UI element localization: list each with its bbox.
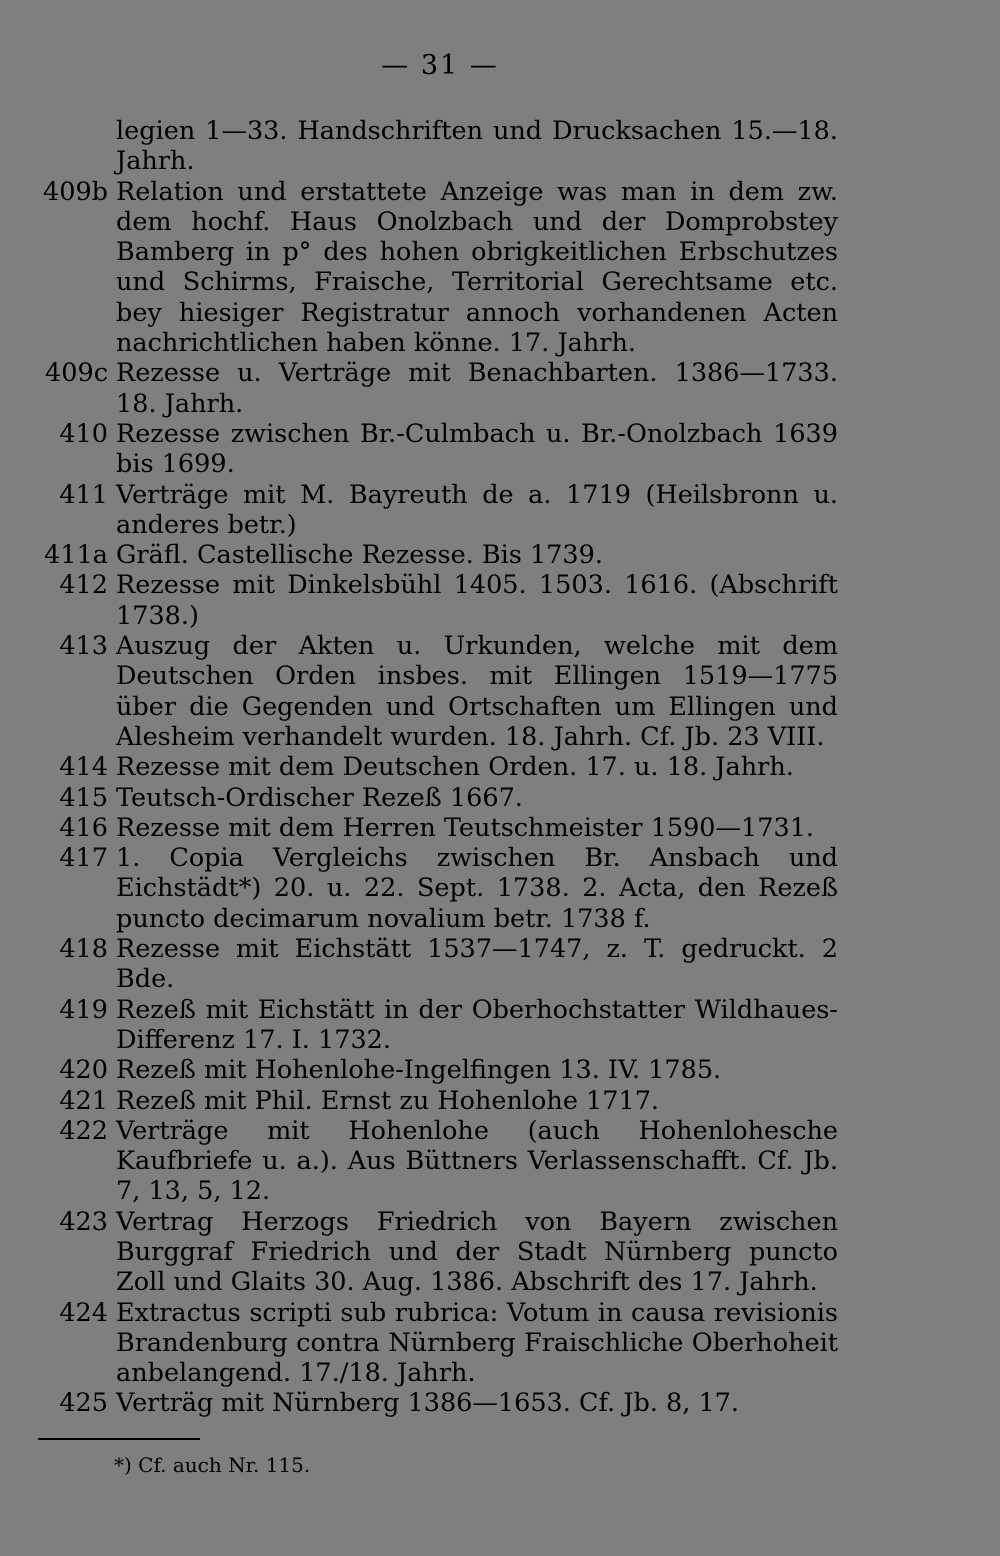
entry-continuation xyxy=(36,116,838,177)
entry-text: Teutsch-Ordischer Rezeß 1667. xyxy=(116,782,523,813)
entry-409b xyxy=(36,177,838,359)
entry-text: Relation und erstattete Anzeige was man in dem zw. dem hochf. Haus Onolzbach und der Domprobstey Bamberg in p° des hohen obrigkeitlichen Erbschutzes und Schirms, Fraische, Territorial Gerechtsame etc. bey hiesiger Registratur annoch vorhandenen Acten nachrichtlichen haben könne. 17. Jahrh. xyxy=(116,176,838,359)
entry-411a xyxy=(36,540,838,570)
entry-number: 409c xyxy=(45,358,108,389)
entry-text: Verträge mit M. Bayreuth de a. 1719 (Heilsbronn u. anderes betr.) xyxy=(116,479,838,540)
entry-number: 411 xyxy=(59,479,108,510)
entry-419 xyxy=(36,995,838,1056)
entry-text: Verträge mit Hohenlohe (auch Hohenlohesche Kaufbriefe u. a.). Aus Büttners Verlassenschafft. Cf. Jb. 7, 13, 5, 12. xyxy=(116,1115,838,1207)
entry-number: 409b xyxy=(43,176,108,207)
entry-416 xyxy=(36,813,838,843)
entry-number: 416 xyxy=(59,812,108,843)
entry-text: Rezeß mit Phil. Ernst zu Hohenlohe 1717. xyxy=(116,1085,660,1116)
entry-text: Rezesse u. Verträge mit Benachbarten. 1386—1733. 18. Jahrh. xyxy=(116,358,838,419)
entry-number: 413 xyxy=(59,631,108,662)
entry-417 xyxy=(36,843,838,934)
entry-text: Rezesse mit Dinkelsbühl 1405. 1503. 1616. (Abschrift 1738.) xyxy=(116,570,838,631)
entry-number: 412 xyxy=(59,570,108,601)
entry-text: 1. Copia Vergleichs zwischen Br. Ansbach und Eichstädt*) 20. u. 22. Sept. 1738. 2. Acta, den Rezeß puncto decimarum novalium betr. 1738 f. xyxy=(116,843,838,934)
entry-415 xyxy=(36,783,838,813)
entry-number: 411a xyxy=(44,540,108,571)
entry-number: 423 xyxy=(59,1206,108,1237)
entry-410 xyxy=(36,419,838,480)
entry-text: Rezesse mit Eichstätt 1537—1747, z. T. gedruckt. 2 Bde. xyxy=(116,934,838,995)
entry-number: 417 xyxy=(59,843,108,874)
entry-413 xyxy=(36,631,838,752)
entry-420 xyxy=(36,1055,838,1085)
entry-text: Verträg mit Nürnberg 1386—1653. Cf. Jb. 8, 17. xyxy=(116,1388,739,1419)
entry-text: Rezeß mit Hohenlohe-Ingelfingen 13. IV. 1785. xyxy=(116,1055,722,1086)
entry-text: Rezeß mit Eichstätt in der Oberhochstatter Wildhaues-Differenz 17. I. 1732. xyxy=(116,994,838,1055)
entry-418 xyxy=(36,934,838,995)
entry-text: Auszug der Akten u. Urkunden, welche mit dem Deutschen Orden insbes. mit Ellingen 1519—1775 über die Gegenden und Ortschaften um Ellingen und Alesheim verhandelt wurden. 18. Jahrh. Cf. Jb. 23 VIII. xyxy=(116,631,838,752)
entry-414 xyxy=(36,752,838,782)
entry-number: 421 xyxy=(59,1085,108,1116)
page-number: — 31 — xyxy=(381,50,499,81)
entry-number: 418 xyxy=(59,934,108,965)
entry-text: Vertrag Herzogs Friedrich von Bayern zwischen Burggraf Friedrich und der Stadt Nürnberg puncto Zoll und Glaits 30. Aug. 1386. Abschrift des 17. Jahrh. xyxy=(116,1206,838,1298)
entry-text: Extractus scripti sub rubrica: Votum in causa revisionis Brandenburg contra Nürnberg Fraischliche Oberhoheit anbelangend. 17./18. Jahrh. xyxy=(116,1297,838,1389)
entry-423 xyxy=(36,1207,838,1298)
entry-text: Rezesse mit dem Deutschen Orden. 17. u. 18. Jahrh. xyxy=(116,752,794,783)
footnote-divider xyxy=(38,1438,200,1440)
entry-text: Gräfl. Castellische Rezesse. Bis 1739. xyxy=(116,540,603,571)
entry-409c xyxy=(36,358,838,419)
footnote: *) Cf. auch Nr. 115. xyxy=(114,1453,311,1477)
entry-425 xyxy=(36,1388,838,1418)
entry-number: 419 xyxy=(59,994,108,1025)
entry-number: 415 xyxy=(59,782,108,813)
entry-text: legien 1—33. Handschriften und Drucksachen 15.—18. Jahrh. xyxy=(116,116,838,177)
entry-411 xyxy=(36,480,838,541)
entry-list xyxy=(36,116,838,1419)
entry-text: Rezesse mit dem Herren Teutschmeister 1590—1731. xyxy=(116,812,815,843)
entry-number: 414 xyxy=(59,752,108,783)
entry-text: Rezesse zwischen Br.-Culmbach u. Br.-Onolzbach 1639 bis 1699. xyxy=(116,418,838,480)
entry-412 xyxy=(36,570,838,631)
entry-number: 410 xyxy=(59,418,108,449)
entry-number: 425 xyxy=(59,1388,108,1419)
entry-number: 422 xyxy=(59,1115,108,1146)
entry-number: 420 xyxy=(59,1055,108,1086)
entry-424 xyxy=(36,1298,838,1389)
entry-421 xyxy=(36,1086,838,1116)
entry-422 xyxy=(36,1116,838,1207)
entry-number: 424 xyxy=(59,1297,108,1328)
